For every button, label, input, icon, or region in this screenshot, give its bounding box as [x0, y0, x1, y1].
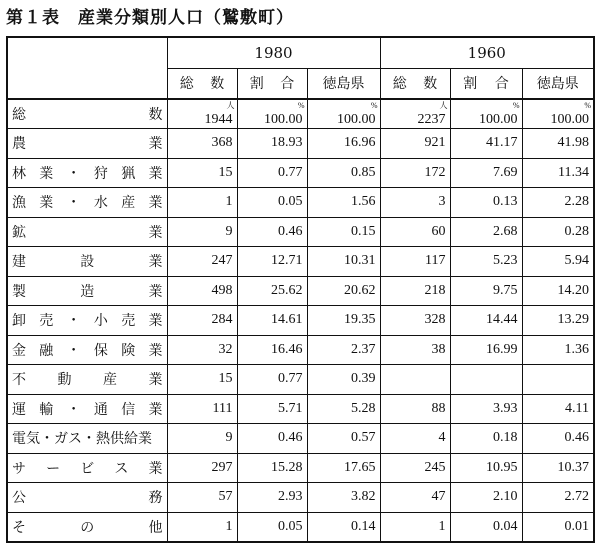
value-cell-r60: 41.17	[450, 129, 522, 159]
table-row	[7, 365, 594, 395]
value-cell-p60: 0.46	[522, 424, 594, 454]
value-cell-p80: 17.65	[307, 453, 380, 483]
value-cell-p80: 19.35	[307, 306, 380, 336]
table-row	[7, 453, 594, 483]
value-cell-p80: 20.62	[307, 276, 380, 306]
value-cell-t80: 1	[167, 188, 237, 218]
category-cell: 漁 業 ・ 水 産 業	[7, 188, 167, 218]
population-by-industry-table	[6, 36, 595, 543]
value-cell-r60: 14.44	[450, 306, 522, 336]
category-cell: 建 設 業	[7, 247, 167, 277]
value-cell-r80: % 100.00	[237, 99, 307, 129]
value-cell-r60: 2.10	[450, 483, 522, 513]
category-cell: 公 務	[7, 483, 167, 513]
percent-unit-mark: %	[370, 100, 378, 110]
value-cell-t80: 1	[167, 512, 237, 542]
value-cell-t60: 218	[380, 276, 450, 306]
value-cell-p80: % 100.00	[307, 99, 380, 129]
value-cell-t80: 368	[167, 129, 237, 159]
value-cell-r80: 2.93	[237, 483, 307, 513]
value-cell-r80: 0.46	[237, 217, 307, 247]
value-cell-t60: 3	[380, 188, 450, 218]
table-row	[7, 217, 594, 247]
value-cell-r80: 0.05	[237, 188, 307, 218]
value-cell-t60: 88	[380, 394, 450, 424]
table-row	[7, 247, 594, 277]
value-cell-p60: 10.37	[522, 453, 594, 483]
value-cell-t80: 247	[167, 247, 237, 277]
value-cell-t60: 1	[380, 512, 450, 542]
value-cell-t80: 15	[167, 158, 237, 188]
header-pref-1960: 徳島県	[522, 69, 594, 99]
value-cell-p80: 2.37	[307, 335, 380, 365]
category-cell: 林 業 ・ 狩 猟 業	[7, 158, 167, 188]
table-row	[7, 394, 594, 424]
value-cell-r60: 9.75	[450, 276, 522, 306]
value-cell-p60: 1.36	[522, 335, 594, 365]
value-cell-p80: 3.82	[307, 483, 380, 513]
value-cell-p80: 10.31	[307, 247, 380, 277]
category-cell: 電気・ガス・熱供給業	[7, 424, 167, 454]
value-cell-t60	[380, 365, 450, 395]
value-cell-p60: 2.28	[522, 188, 594, 218]
value-cell-t80: 111	[167, 394, 237, 424]
percent-unit-mark: %	[584, 100, 592, 110]
header-ratio-1960: 割 合	[450, 69, 522, 99]
value-cell-t80: 297	[167, 453, 237, 483]
value-cell-r80: 0.46	[237, 424, 307, 454]
value-cell-r80: 5.71	[237, 394, 307, 424]
percent-unit-mark: %	[297, 100, 305, 110]
value-cell-t60: 人 2237	[380, 99, 450, 129]
table-title: 第１表 産業分類別人口（鷲敷町）	[6, 8, 294, 28]
value-cell-p60: % 100.00	[522, 99, 594, 129]
value-cell-p60: 2.72	[522, 483, 594, 513]
table-row	[7, 424, 594, 454]
value-cell-t60: 245	[380, 453, 450, 483]
value-cell-t80: 498	[167, 276, 237, 306]
value-cell-p60: 14.20	[522, 276, 594, 306]
value-cell-r60: 3.93	[450, 394, 522, 424]
value-cell-t80: 15	[167, 365, 237, 395]
value-cell-r60: 16.99	[450, 335, 522, 365]
value-cell-r80: 25.62	[237, 276, 307, 306]
value-cell-p60: 4.11	[522, 394, 594, 424]
percent-unit-mark: %	[512, 100, 520, 110]
header-pref-1980: 徳島県	[307, 69, 380, 99]
value-cell-t60: 4	[380, 424, 450, 454]
corner-cell	[7, 37, 167, 99]
category-cell: 鉱 業	[7, 217, 167, 247]
category-cell: 農 業	[7, 129, 167, 159]
table-row	[7, 335, 594, 365]
value-cell-r60	[450, 365, 522, 395]
value-cell-p80: 0.39	[307, 365, 380, 395]
value-cell-r80: 0.05	[237, 512, 307, 542]
value-cell-p80: 16.96	[307, 129, 380, 159]
value-cell-t80: 人 1944	[167, 99, 237, 129]
table-row	[7, 512, 594, 542]
value-cell-r80: 14.61	[237, 306, 307, 336]
category-cell: そ の 他	[7, 512, 167, 542]
value-cell-p60: 11.34	[522, 158, 594, 188]
value-cell-p80: 0.85	[307, 158, 380, 188]
category-cell: サ ー ビ ス 業	[7, 453, 167, 483]
value-cell-p60: 0.28	[522, 217, 594, 247]
value-cell-p60: 41.98	[522, 129, 594, 159]
value-cell-t60: 328	[380, 306, 450, 336]
value-cell-r60: 0.13	[450, 188, 522, 218]
value-cell-t80: 284	[167, 306, 237, 336]
value-cell-r80: 12.71	[237, 247, 307, 277]
value-cell-r80: 18.93	[237, 129, 307, 159]
category-cell: 製 造 業	[7, 276, 167, 306]
header-total-1960: 総 数	[380, 69, 450, 99]
table-row	[7, 188, 594, 218]
value-cell-p80: 5.28	[307, 394, 380, 424]
value-cell-t60: 60	[380, 217, 450, 247]
value-cell-r60: 0.04	[450, 512, 522, 542]
value-cell-t80: 32	[167, 335, 237, 365]
value-cell-t60: 921	[380, 129, 450, 159]
value-cell-r80: 16.46	[237, 335, 307, 365]
category-cell: 卸 売 ・ 小 売 業	[7, 306, 167, 336]
table-row	[7, 483, 594, 513]
value-cell-r80: 0.77	[237, 365, 307, 395]
value-cell-t60: 117	[380, 247, 450, 277]
value-cell-t60: 172	[380, 158, 450, 188]
value-cell-t60: 38	[380, 335, 450, 365]
person-unit-mark: 人	[439, 100, 448, 110]
value-cell-p80: 1.56	[307, 188, 380, 218]
value-cell-r60: 7.69	[450, 158, 522, 188]
value-cell-r80: 15.28	[237, 453, 307, 483]
table-row	[7, 99, 594, 129]
year-1960-header: 1960	[380, 37, 594, 69]
table-row	[7, 129, 594, 159]
category-cell: 不 動 産 業	[7, 365, 167, 395]
year-header-row	[7, 37, 594, 69]
value-cell-p80: 0.15	[307, 217, 380, 247]
value-cell-t80: 9	[167, 424, 237, 454]
table-row	[7, 306, 594, 336]
year-1980-header: 1980	[167, 37, 380, 69]
value-cell-r60: 0.18	[450, 424, 522, 454]
value-cell-r60: 5.23	[450, 247, 522, 277]
value-cell-t80: 9	[167, 217, 237, 247]
table-row	[7, 158, 594, 188]
value-cell-p60: 0.01	[522, 512, 594, 542]
value-cell-p60	[522, 365, 594, 395]
value-cell-r60: % 100.00	[450, 99, 522, 129]
value-cell-r80: 0.77	[237, 158, 307, 188]
category-cell: 運 輸 ・ 通 信 業	[7, 394, 167, 424]
value-cell-r60: 2.68	[450, 217, 522, 247]
value-cell-t80: 57	[167, 483, 237, 513]
person-unit-mark: 人	[226, 100, 235, 110]
value-cell-p80: 0.57	[307, 424, 380, 454]
value-cell-p60: 13.29	[522, 306, 594, 336]
value-cell-t60: 47	[380, 483, 450, 513]
table-row	[7, 276, 594, 306]
header-total-1980: 総 数	[167, 69, 237, 99]
value-cell-p80: 0.14	[307, 512, 380, 542]
value-cell-r60: 10.95	[450, 453, 522, 483]
table-body	[7, 99, 594, 543]
value-cell-p60: 5.94	[522, 247, 594, 277]
category-cell: 金 融 ・ 保 険 業	[7, 335, 167, 365]
header-ratio-1980: 割 合	[237, 69, 307, 99]
category-cell: 総 数	[7, 99, 167, 129]
